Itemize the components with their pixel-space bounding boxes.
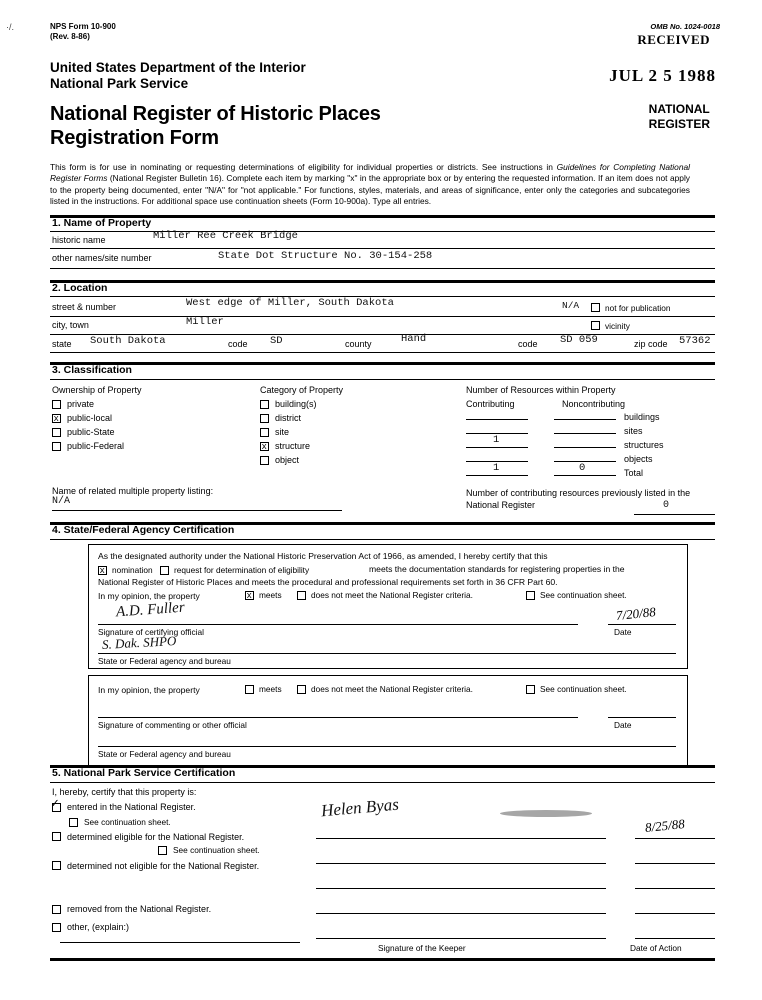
nps-label-other: other, (explain:) [67, 922, 130, 932]
street-value[interactable]: West edge of Miller, South Dakota [186, 297, 394, 309]
county-code-label: code [518, 339, 538, 349]
other-names-value[interactable]: State Dot Structure No. 30-154-258 [218, 250, 433, 262]
not-meets-checkbox-1[interactable] [297, 591, 306, 600]
not-for-publication-checkbox[interactable] [591, 303, 600, 312]
county-label: county [345, 339, 372, 349]
title-line-2: Registration Form [50, 127, 219, 149]
category-checkbox-object[interactable] [260, 456, 269, 465]
resource-line-n-1 [554, 433, 616, 434]
certification-text-1 [98, 550, 676, 563]
cert-text-a: As the designated authority under the National Historic Preservation Act of 1966, as amended, I hereby certify that this [98, 551, 548, 561]
historic-name-value[interactable]: Miller Ree Creek Bridge [153, 230, 298, 242]
category-label-structure: structure [275, 441, 311, 451]
date-received-stamp: JUL 2 5 1988 [609, 66, 716, 85]
nps-checkbox-not-eligible[interactable] [52, 861, 61, 870]
nps-checkbox-other[interactable] [52, 923, 61, 932]
historic-name-rule [50, 248, 715, 249]
resource-label-total: Total [624, 468, 644, 478]
signature-line-2 [98, 717, 578, 718]
agency-bureau-signature: S. Dak. SHPO [101, 633, 177, 652]
department-name: United States Department of the Interior [50, 60, 306, 75]
vicinity-checkbox[interactable] [591, 321, 600, 330]
county-code-value[interactable]: SD 059 [560, 334, 598, 346]
omb-number: OMB No. 1024-0018 [650, 22, 720, 31]
continuation-label-2: See continuation sheet. [540, 684, 627, 694]
section2-heading: 2. Location [52, 282, 108, 294]
state-value[interactable]: South Dakota [90, 335, 166, 347]
ownership-check-public-local: x [53, 413, 59, 424]
noncontributing-label: Noncontributing [562, 399, 626, 409]
not-meets-label-1: does not meet the National Register criteria. [311, 590, 473, 600]
keeper-line-1 [316, 838, 606, 839]
divider-section5-sub [50, 782, 715, 783]
signature-cert-label: Signature of certifying official [98, 627, 204, 637]
form-number: NPS Form 10-900 [50, 22, 116, 31]
street-label: street & number [52, 302, 117, 312]
divider-section3-sub [50, 379, 715, 380]
resource-value-total-contributing[interactable]: 1 [493, 462, 500, 474]
resource-label-buildings: buildings [624, 412, 660, 422]
category-label-site: site [275, 427, 290, 437]
zip-label: zip code [634, 339, 668, 349]
agency-line-2 [98, 746, 676, 747]
category-label-district: district [275, 413, 302, 423]
keeper-line-3 [316, 888, 606, 889]
action-line-4 [635, 913, 715, 914]
state-label: state [52, 339, 72, 349]
resource-value-total-noncontributing[interactable]: 0 [579, 462, 586, 474]
certifying-official-date: 7/20/88 [615, 603, 657, 624]
nps-label-removed: removed from the National Register. [67, 904, 212, 914]
date-label-2: Date [614, 720, 632, 730]
divider-section2-top [50, 280, 715, 283]
nps-certify-intro: I, hereby, certify that this property is: [52, 787, 197, 797]
ownership-checkbox-private[interactable] [52, 400, 61, 409]
multiple-listing-value[interactable]: N/A [52, 496, 71, 507]
ownership-label-private: private [67, 399, 95, 409]
previously-listed-label: Number of contributing resources previously listed in the National Register [466, 488, 691, 510]
received-stamp: RECEIVED [637, 32, 710, 47]
meets-checkbox-2[interactable] [245, 685, 254, 694]
ownership-checkbox-public-state[interactable] [52, 428, 61, 437]
resource-line-c-4 [466, 475, 528, 476]
keeper-line-2 [316, 863, 606, 864]
category-checkbox-site[interactable] [260, 428, 269, 437]
form-instructions [50, 162, 690, 208]
state-code-value[interactable]: SD [270, 335, 283, 347]
resource-line-c-2 [466, 447, 528, 448]
date-label-1: Date [614, 627, 632, 637]
date-line-2 [608, 717, 676, 718]
instructions-italic: Guidelines for Completing National Register Forms [50, 162, 690, 184]
form-sheet [38, 10, 728, 990]
nomination-check: x [99, 565, 105, 576]
resource-label-objects: objects [624, 454, 653, 464]
category-check-structure: x [261, 441, 267, 452]
ownership-label-public-local: public-local [67, 413, 113, 423]
state-rule [50, 352, 715, 353]
action-line-5 [635, 938, 715, 939]
signature-line-1 [98, 624, 578, 625]
resource-line-n-4 [554, 475, 616, 476]
historic-name-label: historic name [52, 235, 106, 245]
instructions-part-2: (National Register Bulletin 16). Complete each item by marking "x" in the appropriate box or by entering the requested information. If an item does not apply to the property being documented, enter "N/A" for "not applicable." For functions, styles, materials, and areas of significance, enter only the categories and subcategories listed in the instructions. For additional space use continuation sheets (Form 10-900a). Type all entries. [50, 173, 690, 207]
keeper-signature: Helen Byas [320, 794, 400, 821]
section5-heading: 5. National Park Service Certification [52, 767, 236, 779]
agency-bureau-label-2: State or Federal agency and bureau [98, 749, 231, 759]
date-line-1 [608, 624, 676, 625]
page-corner-mark: ·/. [6, 22, 14, 32]
category-checkbox-district[interactable] [260, 414, 269, 423]
nomination-label: nomination [112, 565, 153, 575]
resource-line-n-0 [554, 419, 616, 420]
nps-label-entered: entered in the National Register. [67, 802, 196, 812]
keeper-line-5 [316, 938, 606, 939]
form-number-block [50, 22, 116, 42]
not-for-publication-label: not for publication [605, 303, 671, 313]
street-rule [50, 316, 715, 317]
ownership-label-public-state: public-State [67, 427, 115, 437]
other-names-rule [50, 268, 715, 269]
divider-section3-top [50, 362, 715, 365]
resource-value-structures-contributing[interactable]: 1 [493, 434, 500, 446]
nps-continuation-label-entered: See continuation sheet. [84, 817, 171, 827]
continuation-checkbox-1[interactable] [526, 591, 535, 600]
opinion-label-2: In my opinion, the property [98, 685, 200, 695]
form-revision: (Rev. 8-86) [50, 32, 90, 41]
certifying-official-signature: A.D. Fuller [115, 599, 186, 621]
city-value[interactable]: Miller [186, 316, 224, 328]
signature-smudge [500, 810, 592, 817]
ownership-checkbox-public-federal[interactable] [52, 442, 61, 451]
vicinity-label: vicinity [605, 321, 630, 331]
multiple-listing-label: Name of related multiple property listing: [52, 486, 214, 496]
not-meets-checkbox-2[interactable] [297, 685, 306, 694]
nps-continuation-checkbox-entered[interactable] [69, 818, 78, 827]
other-explain-rule [60, 942, 300, 943]
action-line-2 [635, 863, 715, 864]
continuation-checkbox-2[interactable] [526, 685, 535, 694]
nps-continuation-checkbox-eligible[interactable] [158, 846, 167, 855]
multiple-listing-rule [52, 510, 342, 511]
previously-listed-value[interactable]: 0 [663, 500, 670, 511]
divider-section1-sub [50, 231, 715, 232]
cert-text-b-line1: meets the documentation standards for registering properties in the [369, 564, 625, 574]
other-names-label: other names/site number [52, 253, 152, 263]
section1-heading: 1. Name of Property [52, 217, 152, 229]
county-value[interactable]: Hand [401, 333, 427, 345]
divider-section4-sub [50, 539, 715, 540]
category-title: Category of Property [260, 385, 344, 395]
category-label-object: object [275, 455, 300, 465]
national-register-stamp: NATIONAL REGISTER [648, 102, 710, 131]
action-line-1 [635, 838, 715, 839]
zip-value[interactable]: 57362 [679, 335, 711, 347]
agency-bureau-label-1: State or Federal agency and bureau [98, 656, 231, 666]
not-meets-label-2: does not meet the National Register criteria. [311, 684, 473, 694]
title-line-1: National Register of Historic Places [50, 103, 381, 125]
department-heading [50, 60, 306, 92]
signature-comment-label: Signature of commenting or other official [98, 720, 247, 730]
action-line-3 [635, 888, 715, 889]
date-of-action-value: 8/25/88 [644, 815, 686, 836]
nps-checkbox-determined-eligible[interactable] [52, 832, 61, 841]
nps-label-not-eligible: determined not eligible for the National Register. [67, 861, 260, 871]
continuation-label-1: See continuation sheet. [540, 590, 627, 600]
city-label: city, town [52, 320, 89, 330]
nps-check-entered: ✓ [51, 796, 59, 811]
keeper-line-4 [316, 913, 606, 914]
opinion-label-1: In my opinion, the property [98, 591, 200, 601]
date-of-action-label: Date of Action [630, 943, 682, 953]
divider-bottom [50, 958, 715, 961]
resource-line-n-2 [554, 447, 616, 448]
contributing-label: Contributing [466, 399, 515, 409]
not-for-publication-value[interactable]: N/A [562, 300, 580, 311]
cert-text-b-line2: National Register of Historic Places and meets the procedural and professional requirements set forth in 36 CFR Part 60. [98, 577, 558, 587]
state-code-label: code [228, 339, 248, 349]
previously-listed-rule [634, 514, 715, 515]
ownership-label-public-federal: public-Federal [67, 441, 125, 451]
resource-label-sites: sites [624, 426, 643, 436]
category-label-buildings: building(s) [275, 399, 317, 409]
request-eligibility-label: request for determination of eligibility [174, 565, 310, 575]
nps-continuation-label-eligible: See continuation sheet. [173, 845, 260, 855]
keeper-signature-label: Signature of the Keeper [378, 943, 466, 953]
resource-line-c-0 [466, 419, 528, 420]
resources-title: Number of Resources within Property [466, 385, 616, 395]
page-title [50, 102, 381, 150]
agency-name: National Park Service [50, 76, 189, 91]
instructions-part-1: This form is for use in nominating or requesting determinations of eligibility for individual properties or districts. See instructions in [50, 162, 557, 172]
section3-heading: 3. Classification [52, 364, 132, 376]
nps-label-determined-eligible: determined eligible for the National Register. [67, 832, 245, 842]
meets-check-1: x [246, 590, 252, 601]
category-checkbox-buildings[interactable] [260, 400, 269, 409]
meets-label-1: meets [259, 590, 282, 600]
meets-label-2: meets [259, 684, 282, 694]
request-eligibility-checkbox[interactable] [160, 566, 169, 575]
nps-checkbox-removed[interactable] [52, 905, 61, 914]
resource-label-structures: structures [624, 440, 664, 450]
section4-heading: 4. State/Federal Agency Certification [52, 524, 235, 536]
ownership-title: Ownership of Property [52, 385, 142, 395]
agency-line-1 [98, 653, 676, 654]
